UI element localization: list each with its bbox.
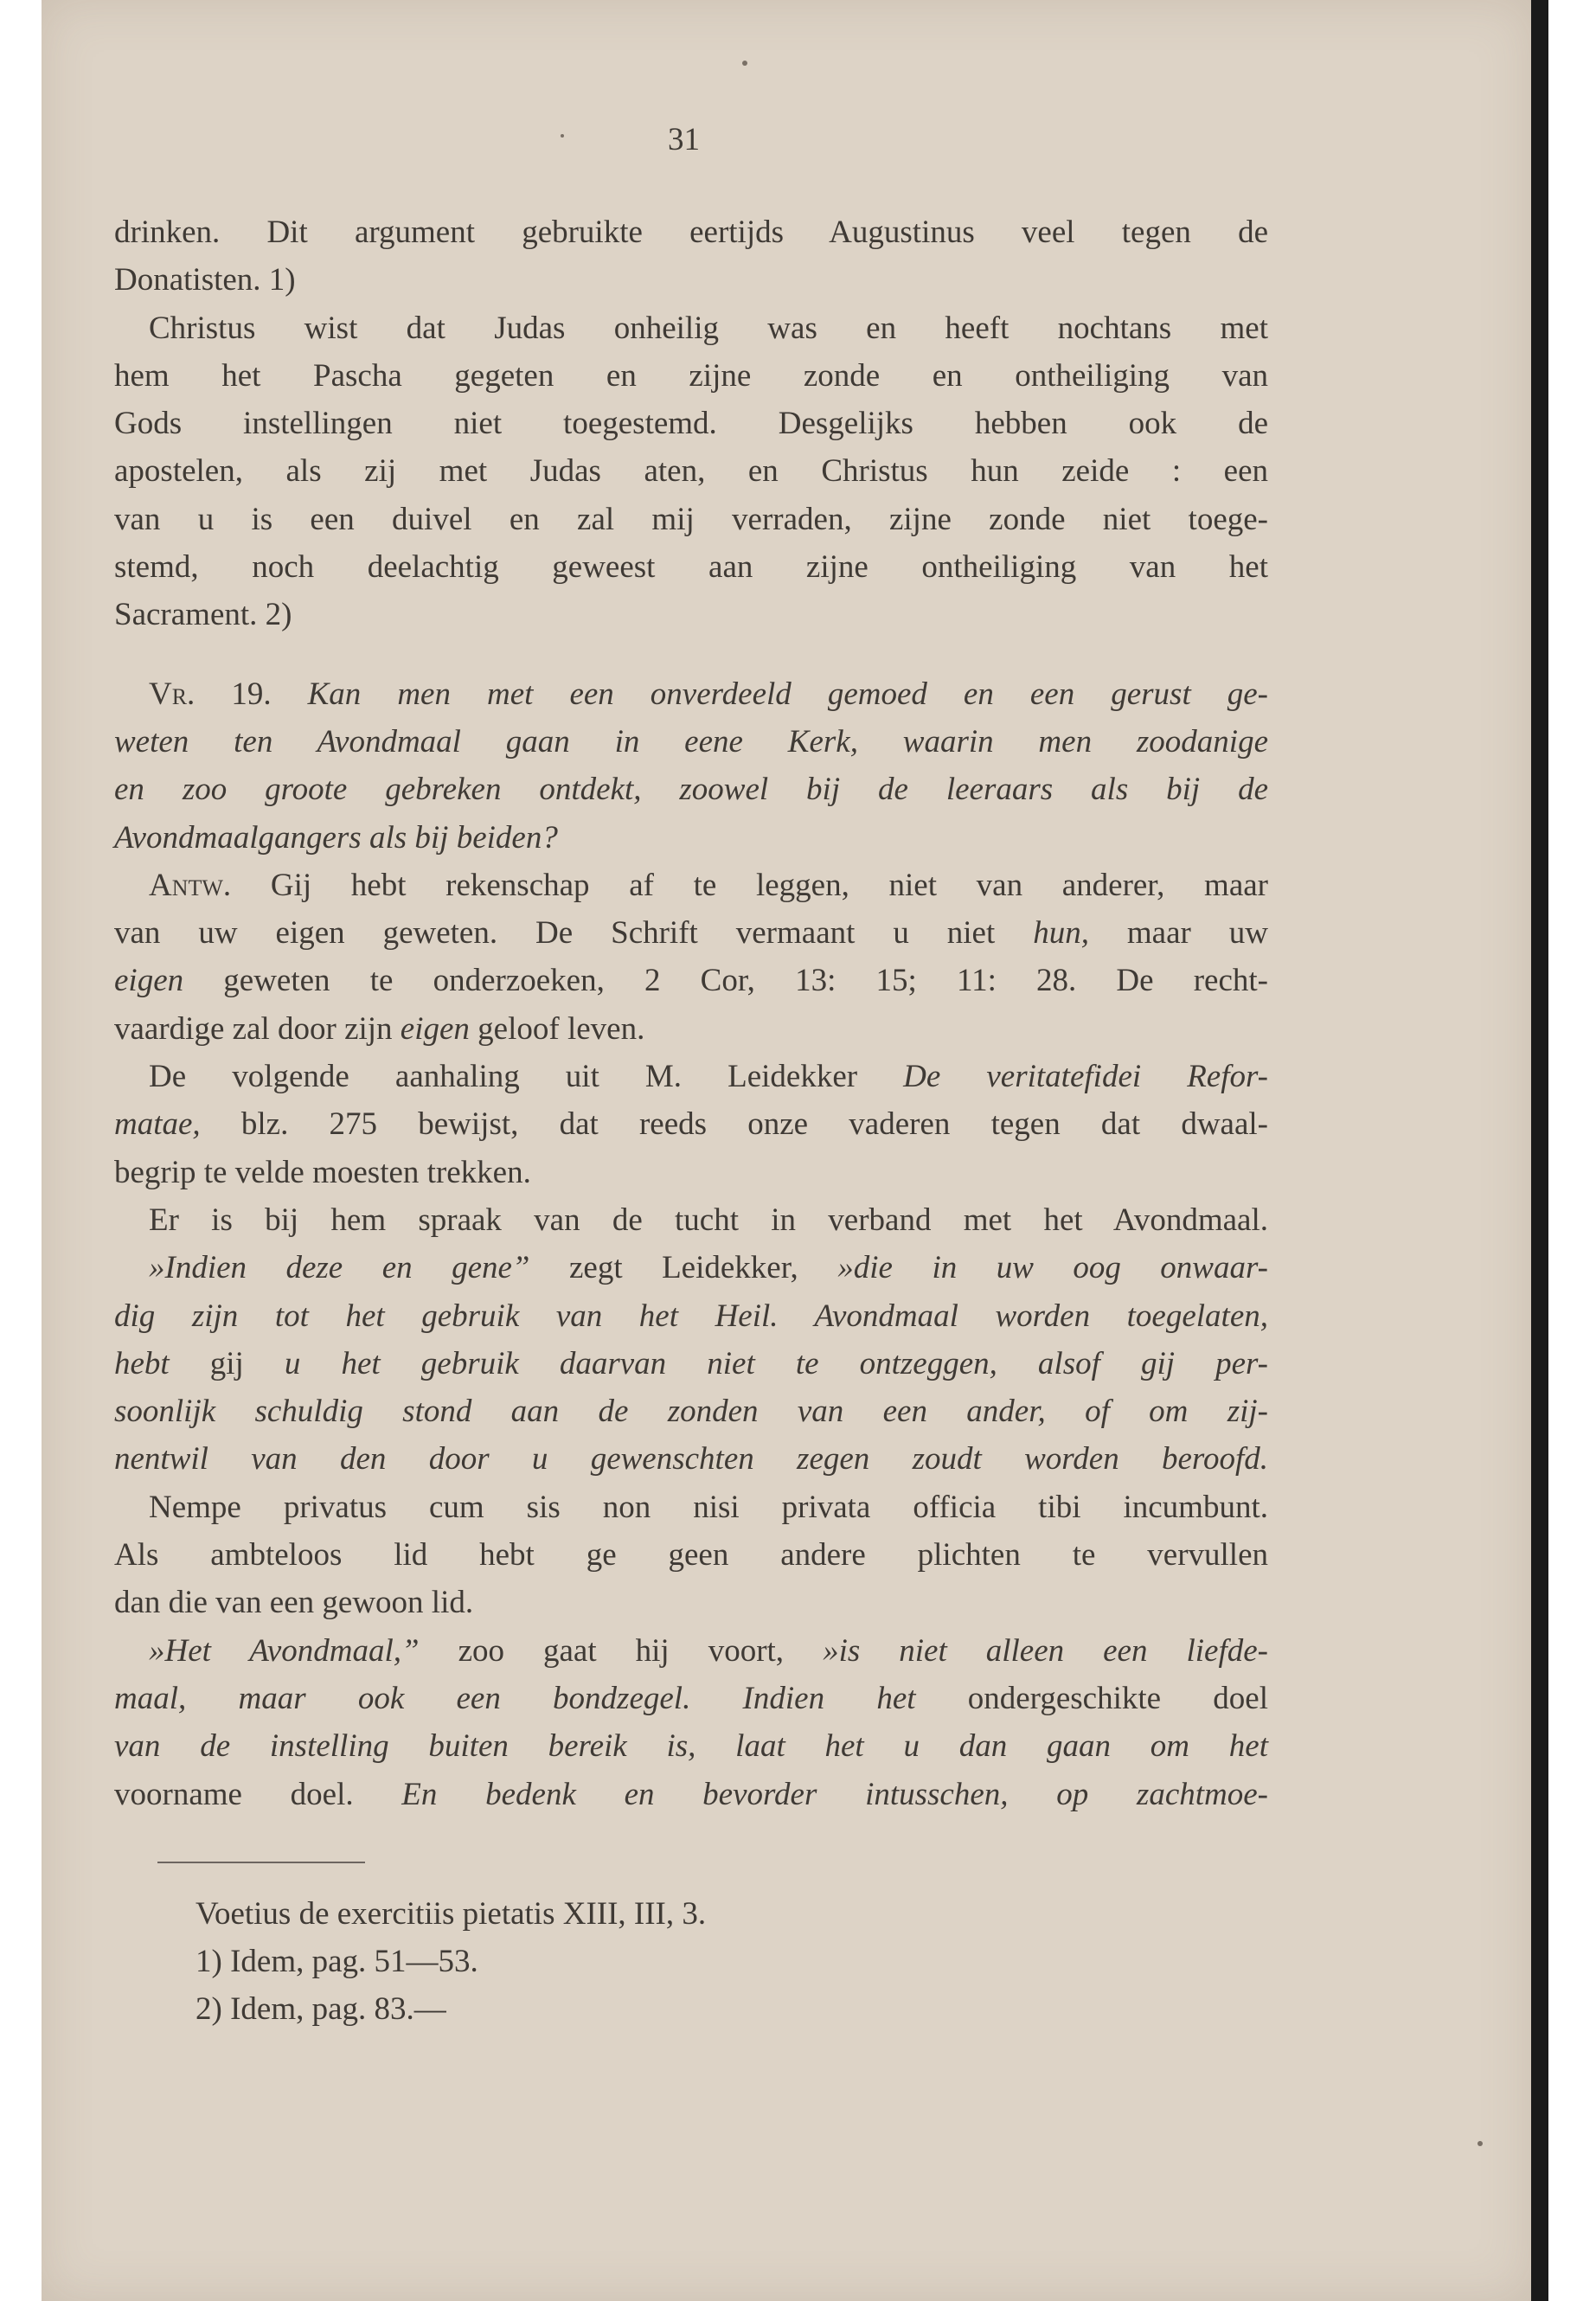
quote-line [114, 1244, 1268, 1292]
quote-line [114, 1340, 1268, 1388]
question-text: en zoo groote gebreken ontdekt, zoowel bij de leeraars als bij de [114, 772, 1268, 808]
answer-italic: eigen [400, 1010, 470, 1047]
question-label: Vr. 19. [149, 676, 272, 712]
quote-italic: »Het Avondmaal,” [149, 1632, 420, 1669]
body-line: van u is een duivel en zal mij verraden, zijne zonde niet toege- [114, 501, 1268, 537]
quote-italic: u het gebruik daarvan niet te ontzeggen, alsof gij per- [284, 1345, 1268, 1381]
quote-line [114, 1292, 1268, 1340]
question-text: Kan men met een onverdeeld gemoed en een gerust ge- [307, 676, 1269, 712]
answer-italic: hun, [1033, 915, 1089, 952]
quote-text: zegt Leidekker, [529, 1250, 838, 1286]
quote-line [114, 1675, 1268, 1722]
question-line [114, 766, 1268, 813]
quote-italic: hebt [114, 1345, 170, 1381]
quote-line [114, 1388, 1268, 1435]
quote-italic: maal, maar ook een bondzegel. Indien het [114, 1680, 916, 1716]
page-number: 31 [668, 122, 700, 157]
quote-italic: »Indien deze en gene” [149, 1250, 530, 1286]
intro-text: De volgende aanhaling uit M. Leidekker [149, 1059, 904, 1095]
quote-line [114, 1435, 1268, 1483]
answer-text: van uw eigen geweten. De Schrift vermaant u niet [114, 915, 1034, 952]
quote-italic: soonlijk schuldig stond aan de zonden van een ander, of om zij- [114, 1394, 1268, 1430]
body-line: Donatisten. 1) [114, 262, 296, 298]
intro-line: begrip te velde moesten trekken. [114, 1154, 531, 1190]
book-edge-shadow [1531, 0, 1548, 2301]
quote-italic: nentwil van den door u gewenschten zegen zoudt worden beroofd. [114, 1441, 1268, 1477]
footnote-rule [157, 1862, 365, 1863]
footnote: Voetius de exercitiis pietatis XIII, III, 3. [195, 1896, 707, 1932]
answer-line [114, 1005, 1268, 1053]
paragraph-gap [114, 639, 1268, 670]
footnote: 1) Idem, pag. 51—53. [195, 1944, 478, 1979]
quote-italic: van de instelling buiten bereik is, laat het u dan gaan om het [114, 1728, 1268, 1765]
quote-italic: En bedenk en bevorder intusschen, op zachtmoe- [401, 1776, 1268, 1812]
latin-line: Als ambteloos lid hebt ge geen andere plichten te vervullen [114, 1537, 1268, 1574]
body-line: apostelen, als zij met Judas aten, en Christus hun zeide : een [114, 453, 1268, 490]
quote-text: ondergeschikte doel [915, 1680, 1268, 1716]
answer-text: vaardige zal door zijn [114, 1010, 401, 1047]
book-title: matae, [114, 1106, 201, 1143]
answer-text: geweten te onderzoeken, 2 Cor, 13: 15; 11: 28. De recht- [183, 963, 1268, 999]
footnote: 2) Idem, pag. 83.— [195, 1991, 446, 2027]
body-text [114, 208, 1268, 1818]
intro-line: Er is bij hem spraak van de tucht in verband met het Avondmaal. [149, 1202, 1268, 1238]
intro-text: blz. 275 bewijst, dat reeds onze vaderen tegen dat dwaal- [200, 1106, 1268, 1143]
body-line: hem het Pascha gegeten en zijne zonde en ontheiliging van [114, 357, 1268, 394]
quote-text: voorname doel. [114, 1776, 402, 1812]
paper-speck [742, 61, 747, 66]
answer-label: Antw. [149, 867, 232, 903]
quote-line [114, 1722, 1268, 1770]
body-line: Sacrament. 2) [114, 597, 292, 633]
question-text: weten ten Avondmaal gaan in eene Kerk, waarin men zoodanige [114, 723, 1268, 760]
quote-text: gij [169, 1345, 285, 1381]
question-line [114, 670, 1268, 718]
quote-italic: dig zijn tot het gebruik van het Heil. Avondmaal worden toegelaten, [114, 1298, 1268, 1334]
quote-italic: »die in uw oog onwaar- [837, 1250, 1268, 1286]
quote-text: zoo gaat hij voort, [419, 1632, 824, 1669]
answer-text: geloof leven. [469, 1010, 645, 1047]
quote-line [114, 1771, 1268, 1818]
intro-line [114, 1100, 1268, 1148]
answer-line [114, 909, 1268, 957]
answer-italic: eigen [114, 963, 184, 999]
body-line: drinken. Dit argument gebruikte eertijds Augustinus veel tegen de [114, 215, 1268, 250]
latin-line: dan die van een gewoon lid. [114, 1585, 474, 1621]
answer-line [114, 957, 1268, 1004]
paper-speck [561, 134, 564, 138]
paper-speck [1477, 2141, 1483, 2146]
quote-line [114, 1627, 1268, 1675]
answer-line [114, 862, 1268, 909]
footnotes [195, 1890, 1061, 2033]
latin-line: Nempe privatus cum sis non nisi privata officia tibi incumbunt. [149, 1489, 1268, 1525]
book-title: De veritatefidei Refor- [903, 1059, 1268, 1095]
question-line [114, 718, 1268, 766]
question-text: Avondmaalgangers als bij beiden? [114, 819, 558, 856]
quote-italic: »is niet alleen een liefde- [823, 1632, 1268, 1669]
body-line: Christus wist dat Judas onheilig was en heeft nochtans met [149, 310, 1268, 346]
question-line [114, 814, 1268, 862]
intro-line [114, 1053, 1268, 1100]
body-line: stemd, noch deelachtig geweest aan zijne ontheiliging van het [114, 549, 1268, 586]
answer-text: maar uw [1088, 915, 1268, 952]
body-line: Gods instellingen niet toegestemd. Desgelijks hebben ook de [114, 406, 1268, 442]
answer-text: Gij hebt rekenschap af te leggen, niet van anderer, maar [270, 867, 1269, 903]
